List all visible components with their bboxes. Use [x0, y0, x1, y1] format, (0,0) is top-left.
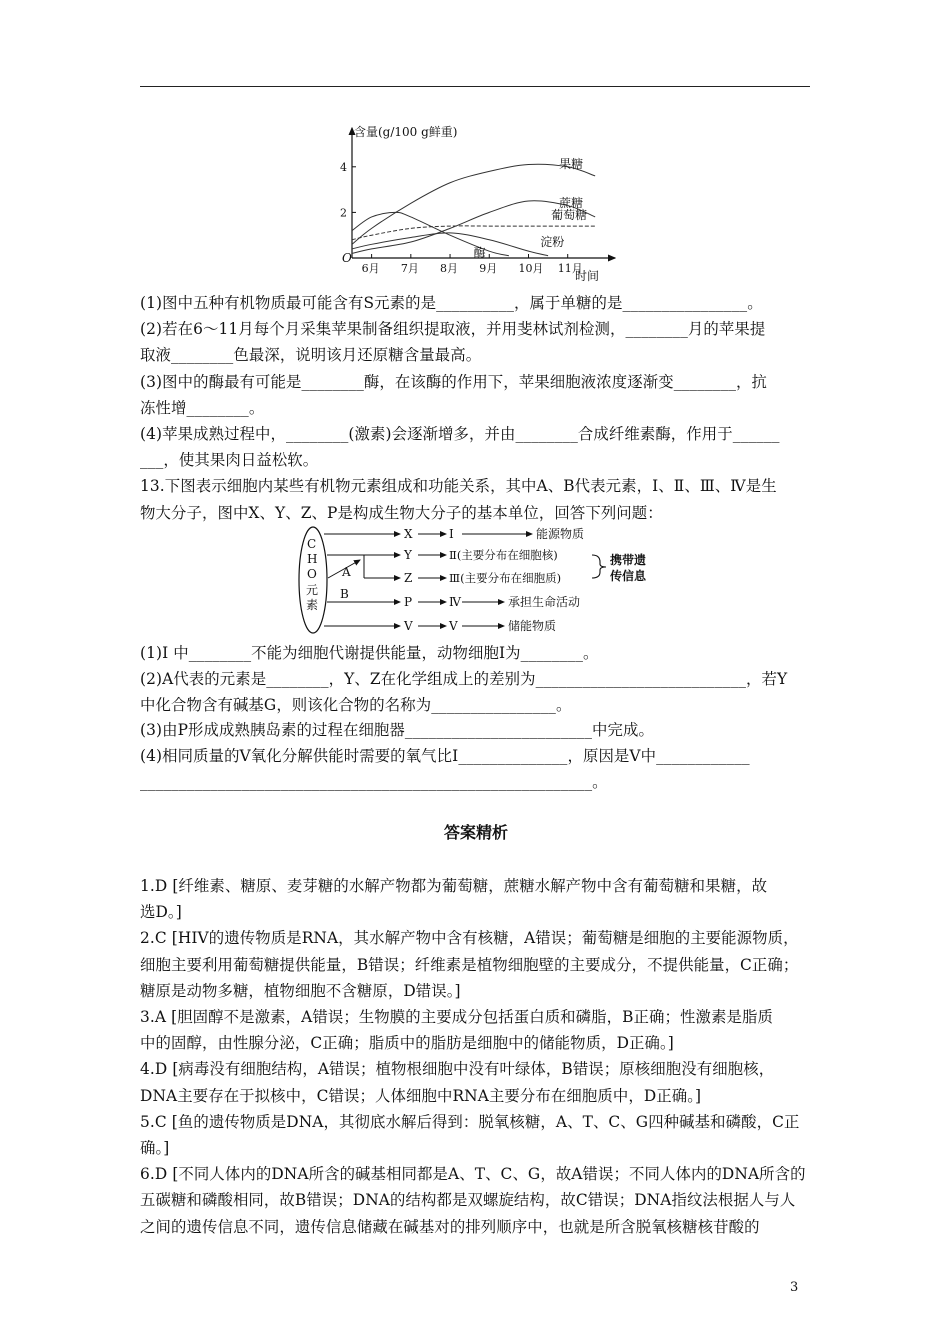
- func-4: 承担生命活动: [508, 595, 581, 609]
- macro-5: Ⅴ: [449, 619, 458, 633]
- q13-text-line: (1)Ⅰ 中________不能为细胞代谢提供能量，动物细胞Ⅰ为________。: [140, 644, 599, 662]
- y-tick-label: 2: [340, 206, 347, 220]
- macro-3: Ⅲ(主要分布在细胞质): [449, 571, 562, 585]
- y-tick-label: 4: [340, 160, 347, 174]
- answer-text-line: 3.A [胆固醇不是激素，A错误；生物膜的主要成分包括蛋白质和磷脂，B正确；性激素是脂质: [140, 1008, 773, 1026]
- func-5: 储能物质: [508, 619, 557, 633]
- q12-text-line: 取液________色最深，说明该月还原糖含量最高。: [140, 346, 482, 365]
- brace-label-2: 传信息: [610, 569, 647, 583]
- sugar-content-chart: [330, 122, 620, 284]
- answer-text-line: 糖原是动物多糖，植物细胞不含糖原，D错误。]: [140, 981, 461, 1000]
- q13-text-line: (3)由P形成成熟胰岛素的过程在细胞器________________________中完成。: [140, 721, 654, 740]
- q13-text-line: __________________________________________________________。: [140, 773, 608, 791]
- q12-text-line: (3)图中的酶最有可能是________酶，在该酶的作用下，苹果细胞液浓度逐渐变________，抗: [140, 372, 768, 391]
- answer-text-line: 6.D [不同人体内的DNA所含的碱基相同都是A、T、C、G，故A错误；不同人体内的DNA所含的: [140, 1165, 806, 1184]
- answer-text-line: 之间的遗传信息不同，遗传信息储藏在碱基对的排列顺序中，也就是所含脱氧核糖核苷酸的: [140, 1217, 760, 1236]
- x-tick-label: 7月: [400, 262, 419, 275]
- unit-v: V: [404, 619, 413, 633]
- q12-text-line: 物大分子，图中X、Y、Z、P是构成生物大分子的基本单位，回答下列问题：: [140, 503, 663, 522]
- macro-2: Ⅱ(主要分布在细胞核): [449, 548, 558, 562]
- chart-origin: O: [342, 251, 352, 265]
- unit-p: P: [404, 595, 413, 609]
- x-tick-label: 10月: [518, 262, 544, 275]
- q12-text-line: ___，使其果肉日益松软。: [140, 451, 319, 470]
- q13-text-line: (4)相同质量的Ⅴ氧化分解供能时需要的氧气比Ⅰ______________，原因是Ⅴ中____________: [140, 747, 750, 766]
- unit-x: X: [404, 527, 413, 541]
- q12-text-line: 冻性增________。: [140, 398, 265, 417]
- header-rule: [140, 86, 810, 87]
- answer-text-line: 4.D [病毒没有细胞结构，A错误；植物根细胞中没有叶绿体，B错误；原核细胞没有细胞核，: [140, 1060, 775, 1079]
- brace: [592, 555, 606, 578]
- answer-text-line: 5.C [鱼的遗传物质是DNA，其彻底水解后得到：脱氧核糖，A、T、C、G四种碱基和磷酸，C正: [140, 1112, 800, 1131]
- answer-text-line: 五碳糖和磷酸相同，故B错误；DNA的结构都是双螺旋结构，故C错误；DNA指纹法根据人与人: [140, 1191, 796, 1210]
- macro-4: Ⅳ: [449, 595, 461, 609]
- unit-y: Y: [404, 548, 412, 562]
- answer-text-line: DNA主要存在于拟核中，C错误；人体细胞中RNA主要分布在细胞质中，D正确。]: [140, 1086, 702, 1105]
- x-tick-label: 9月: [479, 262, 498, 275]
- unit-z: Z: [404, 571, 413, 585]
- element-c: C: [307, 537, 317, 551]
- series-label: 蔗糖: [559, 195, 584, 210]
- answer-text-line: 选D。]: [140, 903, 182, 922]
- q12-text-line: (4)苹果成熟过程中，________(激素)会逐渐增多，并由________合成纤维素酶，作用于______: [140, 425, 780, 443]
- label-b: B: [340, 587, 349, 601]
- element-su: 素: [306, 598, 319, 612]
- q13-text-line: 中化合物含有碱基G，则该化合物的名称为________________。: [140, 695, 572, 714]
- q12-text-line: (1)图中五种有机物质最可能含有S元素的是__________，属于单糖的是________________。: [140, 294, 763, 312]
- answer-text-line: 中的固醇，由性腺分泌，C正确；脂质中的脂肪是细胞中的储能物质，D正确。]: [140, 1034, 674, 1053]
- q12-text-line: (2)若在6～11月每个月采集苹果制备组织提取液，并用斐林试剂检测，________月的苹果提: [140, 320, 766, 339]
- answer-text-line: 2.C [HIV的遗传物质是RNA，其水解产物中含有核糖，A错误；葡萄糖是细胞的主要能源物质，: [140, 929, 799, 948]
- element-yuan: 元: [306, 583, 319, 597]
- brace-label-1: 携带遗: [610, 553, 647, 567]
- chart-ylabel: 含量(g/100 g鲜重): [354, 125, 458, 139]
- series-label: 酶: [473, 246, 486, 261]
- q13-text-line: (2)A代表的元素是________，Y、Z在化学组成上的差别为___________________________，若Y: [140, 669, 788, 688]
- q12-text-line: 13.下图表示细胞内某些有机物元素组成和功能关系，其中A、B代表元素，Ⅰ、Ⅱ、Ⅲ、Ⅳ是生: [140, 477, 777, 496]
- series-label: 淀粉: [540, 235, 565, 250]
- label-a: A: [342, 565, 351, 579]
- series-line: [352, 233, 548, 256]
- macro-1: Ⅰ: [449, 527, 454, 541]
- page-number: 3: [790, 1280, 799, 1295]
- chart-xlabel: 时间: [575, 269, 600, 283]
- answer-heading: 答案精析: [443, 823, 508, 842]
- x-tick-label: 6月: [361, 262, 380, 275]
- x-tick-label: 8月: [440, 262, 459, 275]
- answer-text-line: 确。]: [140, 1139, 170, 1157]
- x-tick-label: 11月: [557, 262, 583, 275]
- answer-text-line: 1.D [纤维素、糖原、麦芽糖的水解产物都为葡萄糖，蔗糖水解产物中含有葡萄糖和果糖，故: [140, 877, 768, 895]
- series-label: 葡萄糖: [551, 208, 588, 223]
- answer-text-line: 细胞主要利用葡萄糖提供能量，B错误；纤维素是植物细胞壁的主要成分，不提供能量，C正确；: [140, 955, 799, 974]
- element-h: H: [307, 552, 318, 566]
- organic-molecule-diagram: [296, 520, 676, 642]
- element-o: O: [307, 567, 317, 581]
- series-label: 果糖: [559, 156, 584, 171]
- func-1: 能源物质: [536, 527, 585, 541]
